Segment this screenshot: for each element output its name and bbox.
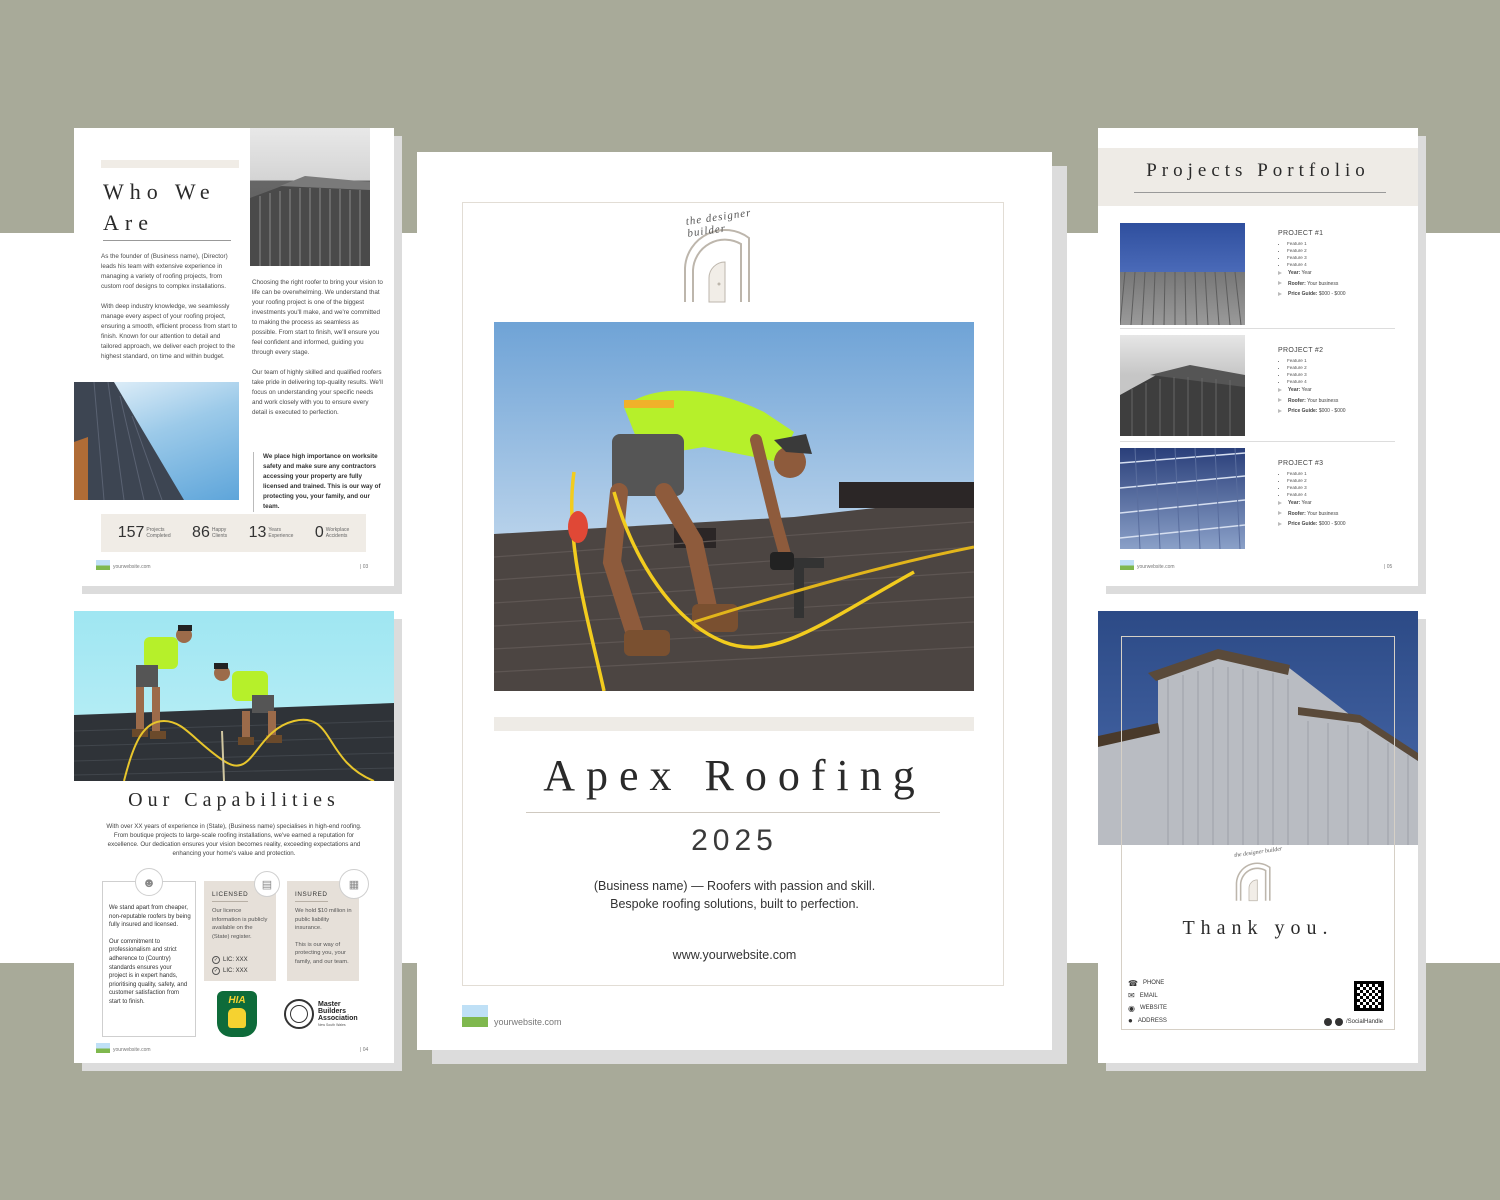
- mba-seal-icon: [284, 999, 314, 1029]
- footer-thumbnail: [96, 560, 110, 570]
- card-title: INSURED: [295, 891, 328, 902]
- footer-thumbnail: [1120, 560, 1134, 570]
- project-3-photo: [1120, 448, 1245, 549]
- divider: [1120, 441, 1395, 442]
- page-title: Who We Are: [103, 179, 216, 235]
- feature-list: • Feature 1 • Feature 2 • Feature 3 • Feature 4: [1287, 357, 1346, 385]
- project-3-details: PROJECT #3 • Feature 1 • Feature 2 • Feature 3 • Feature 4 Year: Year Roofer: Your business Price Guide: $000 - $000: [1278, 460, 1346, 530]
- licence-list: ✓ LIC: XXX ✓ LIC: XXX: [213, 957, 248, 974]
- qr-code[interactable]: [1354, 981, 1384, 1011]
- intro-column: [101, 252, 241, 362]
- cover-page: [417, 152, 1052, 1050]
- portfolio-page: [1098, 128, 1418, 586]
- bullet-triangle-icon: [1278, 409, 1282, 413]
- project-name: PROJECT #1: [1278, 230, 1324, 237]
- bullet-triangle-icon: [1278, 501, 1282, 505]
- contact-phone[interactable]: ☎ PHONE: [1128, 978, 1165, 988]
- hero-roofer-photo: [494, 322, 974, 691]
- social-handle[interactable]: /SocialHandle: [1346, 1019, 1384, 1025]
- project-1-photo: [1120, 223, 1245, 325]
- designer-builder-logo: [1232, 846, 1292, 907]
- facebook-icon[interactable]: [1335, 1018, 1343, 1026]
- bullet-triangle-icon: [1278, 511, 1282, 515]
- location-pin-icon: ●: [1128, 1016, 1133, 1026]
- page-number: | 03: [360, 564, 369, 570]
- cover-tagline: (Business name) — Roofers with passion and skill. Bespoke roofing solutions, built to perfection.: [593, 879, 876, 911]
- contact-address[interactable]: ● ADDRESS: [1128, 1016, 1167, 1026]
- stat-projects: 157 Projects Completed: [117, 524, 171, 541]
- page-number: | 04: [360, 1047, 369, 1053]
- licensed-card: [204, 878, 276, 981]
- logo-text: the designer builder: [1234, 846, 1283, 859]
- stat-clients: 86 Happy Clients: [192, 524, 228, 541]
- bullet-triangle-icon: [1278, 292, 1282, 296]
- designer-builder-logo: [679, 206, 789, 314]
- project-2-photo: [1120, 335, 1245, 436]
- card-text: Our licence information is publicly available on the (State) register.: [212, 908, 268, 940]
- contact-website[interactable]: ◉ WEBSITE: [1128, 1003, 1167, 1013]
- safety-quote: We place high importance on worksite safety and make sure any contractors accessing your property are fully licensed and trained. This is our way of protecting you, your family, and our team.: [253, 452, 383, 512]
- insured-card: [287, 878, 360, 981]
- title-accent-bar: [101, 160, 239, 168]
- page-frame: [1121, 636, 1395, 1030]
- stats-bar: [101, 514, 366, 552]
- roof-lines: [250, 128, 370, 266]
- card-title: LICENSED: [212, 891, 248, 902]
- hia-logo: HIA: [217, 991, 257, 1037]
- cover-title: Apex Roofing: [543, 751, 926, 800]
- stat-accidents: 0 Workplace Accidents: [314, 524, 350, 541]
- card-text: We stand apart from cheaper, non-reputable roofers by being fully insured and licensed.: [109, 905, 191, 929]
- thank-you-page: [1098, 611, 1418, 1063]
- paragraph: As the founder of (Business name), (Director) leads his team with extensive experience in managing a variety of roofing projects, from custom roof designs to complex installations.: [101, 253, 228, 290]
- footer-website: yourwebsite.com: [1137, 564, 1175, 570]
- logo-text: the designer builder: [685, 206, 753, 240]
- phone-icon: ☎: [1128, 978, 1138, 988]
- certificate-icon: ▤: [254, 871, 280, 897]
- globe-icon: ◉: [1128, 1003, 1135, 1013]
- bullet-triangle-icon: [1278, 271, 1282, 275]
- email-icon: ✉: [1128, 991, 1135, 1001]
- bullet-triangle-icon: [1278, 398, 1282, 402]
- cover-website-link[interactable]: www.yourwebsite.com: [672, 948, 797, 962]
- check-icon: ✓: [213, 957, 219, 963]
- mba-logo: Master Builders Association New South Wales: [284, 999, 358, 1029]
- check-icon: ✓: [213, 968, 219, 974]
- worker-icon: ☻: [135, 868, 163, 896]
- social-links: [1324, 1018, 1383, 1026]
- page-title: Projects Portfolio: [1146, 160, 1370, 181]
- intro-text: With over XX years of experience in (State), (Business name) specialises in high-end roofing. From boutique projects to large-scale roofing installations, we've earned a reputation for excellence. Our dedication ensures your vision becomes reality, exceeding expectations and enhancing your home's value and protection.: [106, 823, 362, 857]
- detail-column: [252, 278, 384, 418]
- roof-photo: [250, 128, 370, 266]
- title-underline: [1134, 192, 1386, 193]
- thank-you-title: Thank you.: [1182, 917, 1334, 939]
- footer-website: yourwebsite.com: [113, 564, 151, 570]
- card-text: This is our way of protecting you, your family, and our team.: [295, 941, 349, 965]
- contact-email[interactable]: ✉ EMAIL: [1128, 991, 1158, 1001]
- card-text: We hold $10 million in public liability insurance.: [295, 908, 352, 932]
- accent-bar: [494, 717, 974, 731]
- page-number: | 05: [1384, 564, 1393, 570]
- building-photo: [74, 382, 239, 500]
- bullet-triangle-icon: [1278, 388, 1282, 392]
- team-photo: [74, 611, 394, 781]
- stat-years: 13 Years Experience: [248, 524, 294, 541]
- standards-card: [102, 874, 196, 1037]
- arch-logo-icon: [1232, 857, 1292, 907]
- feature-list: • Feature 1 • Feature 2 • Feature 3 • Feature 4: [1287, 240, 1346, 268]
- divider: [1120, 328, 1395, 329]
- contact-list: [1128, 977, 1167, 1027]
- capabilities-page: [74, 611, 394, 1063]
- project-1-details: PROJECT #1 • Feature 1 • Feature 2 • Feature 3 • Feature 4 Year: Year Roofer: Your business Price Guide: $000 - $000: [1278, 230, 1346, 300]
- footer-website: yourwebsite.com: [113, 1047, 151, 1053]
- paragraph: With deep industry knowledge, we seamlessly manage every aspect of your roofing project, ensuring a smooth, efficient process from start to finish. Known for our attention to detail and tailored approach, we deliver each project to the highest standard, on time and within budget.: [101, 303, 238, 360]
- project-2-details: PROJECT #2 • Feature 1 • Feature 2 • Feature 3 • Feature 4 Year: Year Roofer: Your business Price Guide: $000 - $000: [1278, 347, 1346, 417]
- project-name: PROJECT #3: [1278, 460, 1324, 467]
- paragraph: Choosing the right roofer to bring your vision to life can be overwhelming. We understand that your roofing project is one of the biggest investments you'll make, and we're committed to making the process as seamless as possible. From start to finish, we'll ensure you feel confident and informed, guiding you through every stage.: [252, 279, 383, 356]
- feature-list: • Feature 1 • Feature 2 • Feature 3 • Feature 4: [1287, 470, 1346, 498]
- title-divider: [526, 812, 940, 813]
- footer-thumbnail: [96, 1043, 110, 1053]
- footer-thumbnail: [462, 1005, 488, 1027]
- instagram-icon[interactable]: [1324, 1018, 1332, 1026]
- document-icon: ▦: [339, 869, 369, 899]
- page-title: Our Capabilities: [128, 789, 340, 811]
- footer-website: yourwebsite.com: [494, 1017, 562, 1027]
- title-underline: [103, 240, 231, 241]
- bullet-triangle-icon: [1278, 281, 1282, 285]
- who-we-are-page: [74, 128, 394, 586]
- cover-year: 2025: [691, 824, 778, 857]
- card-text: Our commitment to professionalism and strict adherence to (Country) standards ensures your project is in expert hands, prioritising quality, safety, and customer satisfaction from start to finish.: [109, 938, 188, 1005]
- project-name: PROJECT #2: [1278, 347, 1324, 354]
- bullet-triangle-icon: [1278, 522, 1282, 526]
- paragraph: Our team of highly skilled and qualified roofers take pride in delivering top-quality results. We'll focus on understanding your specific needs and work closely with you to ensure every detail is executed to perfection.: [252, 369, 383, 416]
